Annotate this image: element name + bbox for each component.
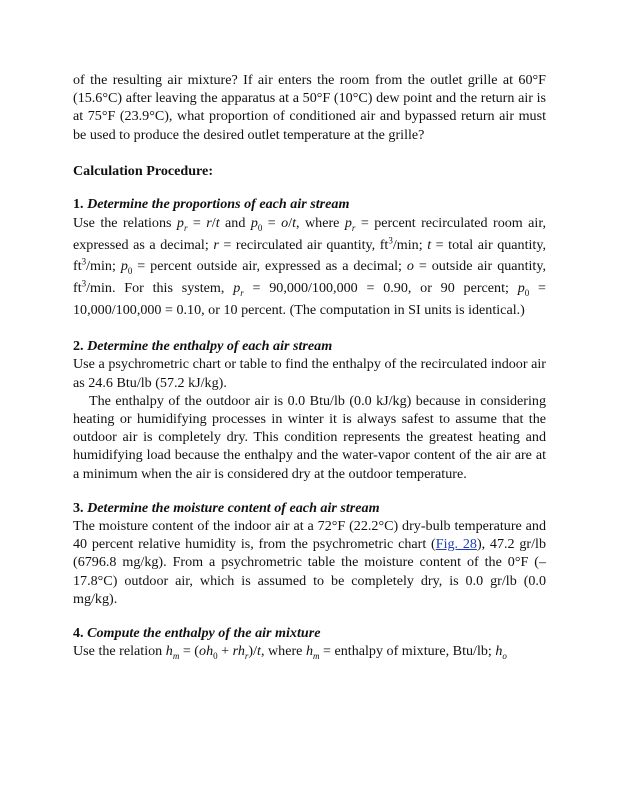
step-2-number: 2. (73, 338, 84, 355)
step-3-body (73, 517, 546, 608)
var-o: o (406, 258, 414, 275)
var-p: p (517, 280, 525, 296)
text-run: The moisture content of the indoor air at a 72°F (22.2°C) dry-bulb temperature and 40 percent relative humidity is, from the psychrometric chart ( (73, 518, 546, 553)
sup-3: 3 (81, 256, 87, 267)
text-run: = total air quantity, ft (73, 236, 547, 275)
step-3-number: 3. (73, 499, 84, 516)
sub-0: 0 (213, 651, 218, 662)
var-t: t (427, 236, 432, 253)
text-run: Use the relations (73, 215, 177, 232)
text-run: Use the relation (73, 643, 166, 660)
var-r: r (240, 287, 244, 298)
text-run: = 90,000/100,000 = 0.90, or 90 percent; (243, 280, 518, 296)
text-run: /min. For this system, (86, 280, 234, 296)
sub-0: 0 (524, 287, 530, 298)
step-1-number: 1. (73, 196, 84, 213)
step-2-title: Determine the enthalpy of each air stream (87, 338, 333, 355)
text-run: )/ (248, 643, 258, 660)
text-run: = percent outside air, expressed as a decimal; (132, 258, 407, 275)
sup-3: 3 (81, 278, 87, 289)
text-run: = 10,000/100,000 = 0.10, or 10 percent. (The computation in SI units is identical.) (73, 280, 546, 318)
var-p: p (233, 280, 241, 296)
text-run: / (211, 215, 216, 232)
step-2-para-2: The enthalpy of the outdoor air is 0.0 Btu/lb (0.0 kJ/kg) because in considering heating or humidifying processes in winter it is always safest to assume that the outdoor air is completely dry. This condition represents the greatest heating and humidifying load because the enthalpy and the water-vapor content of the air are at a minimum when the air is considered dry at the outdoor temperature. (73, 392, 546, 482)
var-r: r (213, 236, 219, 253)
step-4-number: 4. (73, 625, 84, 642)
sup-3: 3 (388, 235, 393, 246)
var-h: h (165, 643, 173, 660)
text-run: = (187, 215, 207, 232)
text-run: , where (296, 215, 345, 232)
text-run: and (219, 215, 251, 232)
text-run: ), 47.2 gr/lb (6796.8 mg/kg). From a psychrometric table the moisture content of the 0°F (–17.8°C) outdoor air, which is assumed to be completely dry, is 0.0 gr/lb (0.0 mg/kg). (73, 536, 546, 607)
text-run: /min; (86, 258, 121, 275)
var-r: r (351, 223, 356, 234)
text-run: /min; (392, 236, 428, 253)
step-2 (73, 337, 546, 483)
step-3 (73, 499, 546, 608)
step-1-body (73, 213, 546, 321)
step-1-heading (73, 195, 546, 213)
text-run: = (262, 215, 282, 232)
var-t: t (215, 215, 220, 232)
sub-o (502, 651, 507, 661)
var-t: t (292, 215, 297, 232)
var-r: r (183, 223, 188, 234)
text-run: + (217, 643, 233, 660)
text-run: = enthalpy of mixture, Btu/lb; (319, 643, 496, 660)
text-run: / (288, 215, 293, 232)
step-1-title: Determine the proportions of each air stream (87, 196, 350, 213)
text-run: = ( (179, 643, 200, 660)
step-3-heading (73, 499, 546, 517)
procedure-heading: Calculation Procedure: (73, 162, 214, 179)
step-4-body (73, 642, 546, 660)
var-m: m (172, 651, 180, 662)
text-run: = outside air quantity, ft (73, 258, 546, 296)
step-4 (73, 624, 546, 660)
step-4-title: Compute the enthalpy of the air mixture (87, 625, 321, 642)
var-rh: rh (232, 643, 245, 660)
var-r: r (244, 651, 249, 662)
var-p: p (250, 215, 258, 232)
intro-paragraph: of the resulting air mixture? If air enters the room from the outlet grille at 60°F (15.6°C) after leaving the apparatus at a 50°F (10°C) dew point and the return air is at 75°F (23.9°C), what proportion of conditioned air and bypassed return air must be used to produce the desired outlet temperature at the grille? (73, 72, 546, 143)
step-2-heading (73, 337, 546, 355)
text-run: = percent recirculated room air, expressed as a decimal; (73, 215, 546, 253)
step-3-title: Determine the moisture content of each air stream (87, 499, 380, 516)
var-p: p (176, 215, 184, 232)
var-p: p (120, 258, 128, 275)
var-h: h (495, 643, 503, 660)
var-o: o (281, 215, 289, 232)
sub-0: 0 (127, 266, 133, 277)
document-page (73, 71, 546, 676)
sub-0: 0 (257, 223, 263, 234)
step-2-para-1: Use a psychrometric chart or table to find the enthalpy of the recirculated indoor air as 24.6 Btu/lb (57.2 kJ/kg). (73, 356, 546, 391)
step-1 (73, 195, 546, 321)
figure-28-link[interactable]: Fig. 28 (435, 536, 477, 553)
var-m: m (312, 651, 320, 662)
text-run: = recirculated air quantity, ft (218, 236, 389, 253)
text-run: , where (260, 643, 306, 660)
var-o: o (502, 651, 507, 662)
var-r: r (206, 215, 212, 232)
var-p: p (344, 215, 352, 232)
step-4-heading (73, 624, 546, 642)
var-oh: oh (199, 643, 214, 660)
var-h: h (305, 643, 313, 660)
var-t: t (257, 643, 261, 660)
